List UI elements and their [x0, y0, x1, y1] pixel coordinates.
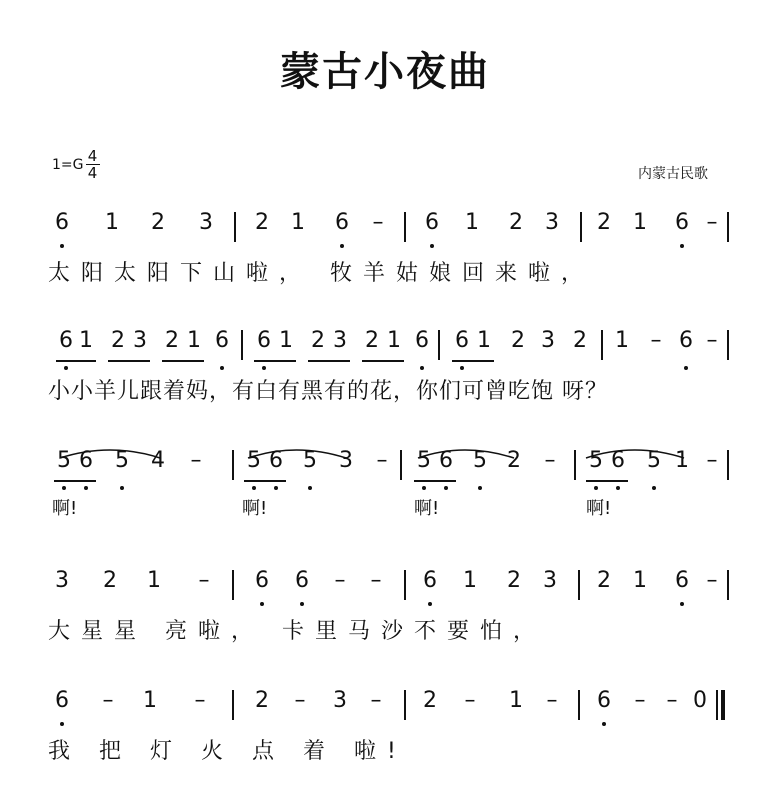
- note: 1: [465, 210, 479, 235]
- eighth-beam: [452, 360, 494, 362]
- note: 2: [111, 328, 125, 353]
- eighth-beam: [414, 480, 456, 482]
- barline: [601, 330, 603, 360]
- note: 2: [151, 210, 165, 235]
- note: 1: [477, 328, 491, 353]
- lyric-line-1: 太阳太阳下山啦， 牧羊姑娘回来啦，: [48, 261, 594, 286]
- final-barline-thin: [716, 690, 718, 720]
- note: 3: [545, 210, 559, 235]
- low-octave-dot: [220, 366, 224, 370]
- note: –: [194, 688, 206, 713]
- note: 2: [365, 328, 379, 353]
- barline: [580, 212, 582, 242]
- note: 6: [79, 448, 93, 473]
- note: 6: [335, 210, 349, 235]
- note: 5: [473, 448, 487, 473]
- note: 3: [339, 448, 353, 473]
- final-barline-thick: [721, 690, 725, 720]
- barline: [404, 570, 406, 600]
- note: 5: [247, 448, 261, 473]
- low-octave-dot: [60, 722, 64, 726]
- lyric-ah: 啊!: [586, 498, 612, 519]
- low-octave-dot: [120, 486, 124, 490]
- note: 6: [257, 328, 271, 353]
- note: 5: [647, 448, 661, 473]
- score-row-4: [0, 568, 770, 658]
- low-octave-dot: [684, 366, 688, 370]
- note: 1: [675, 448, 689, 473]
- note: –: [370, 688, 382, 713]
- eighth-beam: [54, 480, 96, 482]
- low-octave-dot: [680, 602, 684, 606]
- low-octave-dot: [300, 602, 304, 606]
- note: 5: [115, 448, 129, 473]
- note: 6: [425, 210, 439, 235]
- lyric-line-4: 大星星 亮啦， 卡里马沙不要怕，: [48, 619, 546, 644]
- note: –: [464, 688, 476, 713]
- note: –: [706, 210, 718, 235]
- note: 3: [543, 568, 557, 593]
- note: 1: [291, 210, 305, 235]
- low-octave-dot: [680, 244, 684, 248]
- note: 1: [143, 688, 157, 713]
- note: 6: [55, 210, 69, 235]
- note: –: [544, 448, 556, 473]
- note: 3: [333, 688, 347, 713]
- note: 6: [597, 688, 611, 713]
- note: 6: [439, 448, 453, 473]
- lyric-ah: 啊!: [242, 498, 268, 519]
- barline: [400, 450, 402, 480]
- note: 6: [423, 568, 437, 593]
- barline: [232, 690, 234, 720]
- low-octave-dot: [478, 486, 482, 490]
- note: –: [372, 210, 384, 235]
- note: 1: [147, 568, 161, 593]
- time-signature-bottom: 4: [87, 164, 98, 182]
- note: 1: [279, 328, 293, 353]
- lyric-ah: 啊!: [414, 498, 440, 519]
- low-octave-dot: [252, 486, 256, 490]
- low-octave-dot: [616, 486, 620, 490]
- note: 6: [675, 210, 689, 235]
- note: –: [198, 568, 210, 593]
- note: 1: [615, 328, 629, 353]
- low-octave-dot: [262, 366, 266, 370]
- low-octave-dot: [444, 486, 448, 490]
- note: –: [190, 448, 202, 473]
- note: –: [650, 328, 662, 353]
- note: 6: [415, 328, 429, 353]
- note: 3: [333, 328, 347, 353]
- key-signature: [52, 148, 100, 181]
- time-signature: [86, 148, 100, 181]
- barline: [727, 212, 729, 242]
- note: 3: [199, 210, 213, 235]
- note: 6: [675, 568, 689, 593]
- note: 6: [455, 328, 469, 353]
- note: 2: [311, 328, 325, 353]
- lyric-line-2: 小小羊儿跟着妈，有白有黑有的花，你们可曾吃饱 呀？: [48, 379, 608, 404]
- low-octave-dot: [422, 486, 426, 490]
- note: 3: [133, 328, 147, 353]
- note: 6: [611, 448, 625, 473]
- note: 6: [59, 328, 73, 353]
- note: 2: [165, 328, 179, 353]
- barline: [241, 330, 243, 360]
- eighth-beam: [362, 360, 404, 362]
- eighth-beam: [56, 360, 96, 362]
- low-octave-dot: [62, 486, 66, 490]
- note: 1: [463, 568, 477, 593]
- note: 2: [597, 210, 611, 235]
- note: 2: [573, 328, 587, 353]
- note: 5: [303, 448, 317, 473]
- note: –: [376, 448, 388, 473]
- note: 4: [151, 448, 165, 473]
- barline: [232, 450, 234, 480]
- note: 1: [187, 328, 201, 353]
- low-octave-dot: [420, 366, 424, 370]
- eighth-beam: [244, 480, 286, 482]
- note: –: [706, 328, 718, 353]
- low-octave-dot: [274, 486, 278, 490]
- note: 5: [57, 448, 71, 473]
- barline: [232, 570, 234, 600]
- eighth-beam: [254, 360, 296, 362]
- low-octave-dot: [460, 366, 464, 370]
- low-octave-dot: [602, 722, 606, 726]
- eighth-beam: [108, 360, 150, 362]
- note: –: [706, 568, 718, 593]
- note: 1: [105, 210, 119, 235]
- note: 5: [417, 448, 431, 473]
- note: 2: [507, 448, 521, 473]
- low-octave-dot: [260, 602, 264, 606]
- note: –: [634, 688, 646, 713]
- note: 2: [103, 568, 117, 593]
- note: –: [546, 688, 558, 713]
- score-row-1: [0, 210, 770, 300]
- barline: [578, 570, 580, 600]
- lyric-ah: 啊!: [52, 498, 78, 519]
- composer-credit: 内蒙古民歌: [638, 166, 708, 182]
- note: 0: [693, 688, 707, 713]
- note: 1: [633, 568, 647, 593]
- note: 2: [511, 328, 525, 353]
- barline: [727, 450, 729, 480]
- barline: [234, 212, 236, 242]
- note: –: [706, 448, 718, 473]
- page-title: 蒙古小夜曲: [280, 48, 490, 95]
- note: 2: [255, 688, 269, 713]
- notes-row-5: [0, 688, 770, 738]
- note: 1: [509, 688, 523, 713]
- note: 6: [295, 568, 309, 593]
- note: –: [294, 688, 306, 713]
- note: 1: [79, 328, 93, 353]
- note: 2: [423, 688, 437, 713]
- eighth-beam: [586, 480, 628, 482]
- note: 6: [679, 328, 693, 353]
- low-octave-dot: [340, 244, 344, 248]
- note: 3: [55, 568, 69, 593]
- note: 6: [55, 688, 69, 713]
- note: 1: [387, 328, 401, 353]
- low-octave-dot: [308, 486, 312, 490]
- note: 6: [215, 328, 229, 353]
- low-octave-dot: [84, 486, 88, 490]
- barline: [404, 690, 406, 720]
- low-octave-dot: [594, 486, 598, 490]
- barline: [438, 330, 440, 360]
- time-signature-top: 4: [87, 147, 98, 165]
- notes-row-2: [0, 328, 770, 378]
- notes-row-3: [0, 448, 770, 498]
- barline: [404, 212, 406, 242]
- note: –: [370, 568, 382, 593]
- lyric-line-5: 我 把 灯 火 点 着 啦!: [48, 739, 407, 764]
- note: 2: [597, 568, 611, 593]
- barline: [578, 690, 580, 720]
- low-octave-dot: [64, 366, 68, 370]
- note: 6: [269, 448, 283, 473]
- notes-row-1: [0, 210, 770, 260]
- note: 5: [589, 448, 603, 473]
- score-row-5: [0, 688, 770, 778]
- note: 3: [541, 328, 555, 353]
- eighth-beam: [162, 360, 204, 362]
- score-row-2: [0, 328, 770, 418]
- note: –: [102, 688, 114, 713]
- note: –: [334, 568, 346, 593]
- note: 2: [507, 568, 521, 593]
- barline: [727, 330, 729, 360]
- barline: [574, 450, 576, 480]
- note: –: [666, 688, 678, 713]
- low-octave-dot: [652, 486, 656, 490]
- low-octave-dot: [430, 244, 434, 248]
- low-octave-dot: [428, 602, 432, 606]
- note: 6: [255, 568, 269, 593]
- notes-row-4: [0, 568, 770, 618]
- note: 1: [633, 210, 647, 235]
- note: 2: [509, 210, 523, 235]
- score-row-3: [0, 448, 770, 538]
- key-label: 1=G: [52, 156, 84, 173]
- low-octave-dot: [60, 244, 64, 248]
- note: 2: [255, 210, 269, 235]
- barline: [727, 570, 729, 600]
- eighth-beam: [308, 360, 350, 362]
